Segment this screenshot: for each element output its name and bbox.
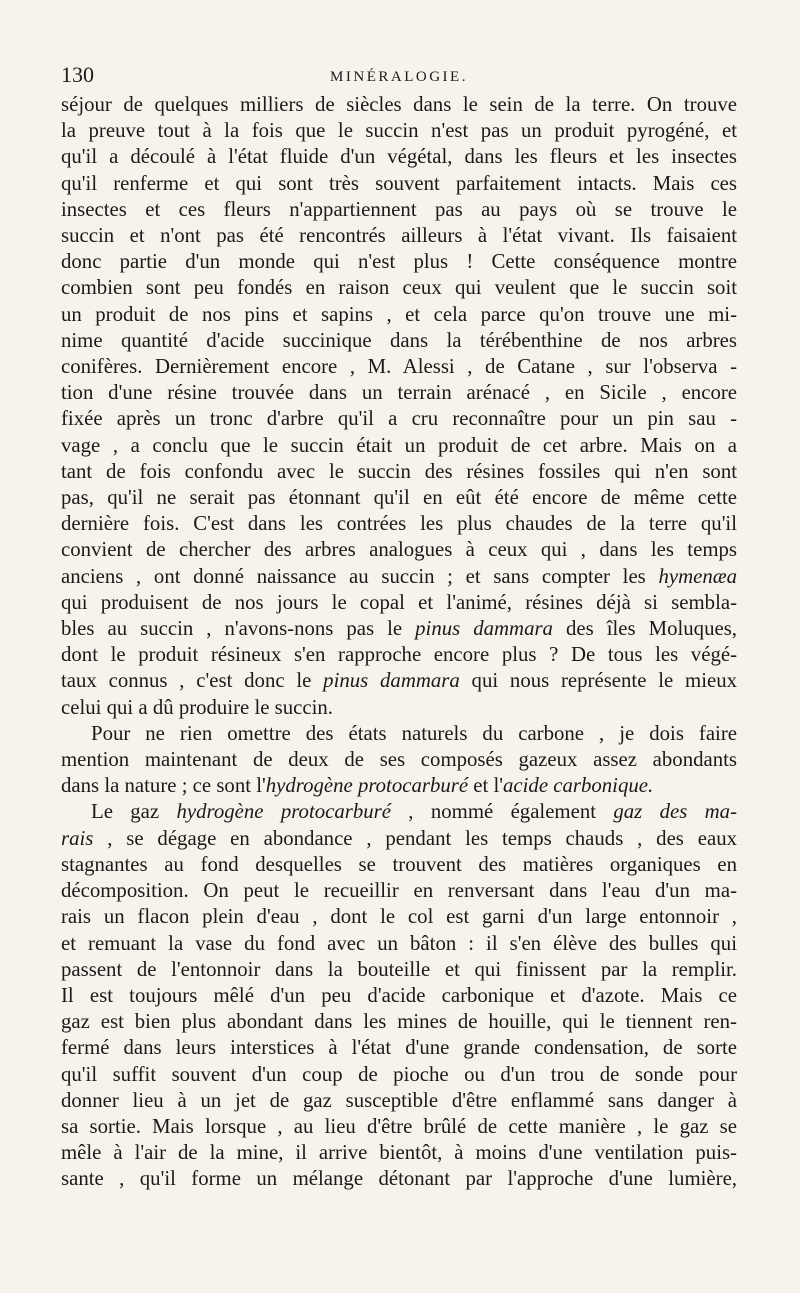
text-line: convient de chercher des arbres analogues à ceux qui , dans les temps — [61, 538, 737, 562]
text-line: tant de fois confondu avec le succin des résines fossiles qui n'en sont — [61, 459, 737, 483]
paragraph-1 — [61, 92, 737, 721]
italic-term-hydrogene: hydrogène protocarburé — [176, 800, 391, 824]
text-line: sante , qu'il forme un mélange détonant par l'approche d'une lumière, — [61, 1167, 737, 1191]
italic-term-gaz-des-marais: rais — [61, 826, 94, 850]
text-line — [61, 826, 737, 852]
running-header — [61, 58, 737, 92]
text-segment: , se dégage en abondance , pendant les temps chauds , des eaux — [93, 826, 737, 850]
text-line: nime quantité d'acide succinique dans la térébenthine de nos arbres — [61, 328, 737, 352]
text-segment: et l' — [468, 774, 504, 798]
text-line: tion d'une résine trouvée dans un terrain arénacé , en Sicile , encore — [61, 381, 737, 405]
text-line: un produit de nos pins et sapins , et cela parce qu'on trouve une mi- — [61, 302, 737, 326]
text-segment: des îles Moluques, — [552, 617, 737, 641]
text-line — [61, 773, 737, 799]
paragraph-2 — [61, 721, 737, 800]
running-title: MINÉRALOGIE. — [330, 69, 468, 85]
italic-term-pinus-dammara: pinus dammara — [323, 669, 460, 693]
text-line: pas, qu'il ne serait pas étonnant qu'il en eût été encore de même cette — [61, 486, 737, 510]
text-line — [61, 668, 737, 694]
text-line: mêle à l'air de la mine, il arrive bientôt, à moins d'une ventilation puis- — [61, 1141, 737, 1165]
text-line — [61, 564, 737, 590]
paragraph-3 — [61, 799, 737, 1192]
text-line: fermé dans leurs interstices à l'état d'une grande condensation, de sorte — [61, 1036, 737, 1060]
body-text — [61, 92, 737, 1193]
text-line: sa sortie. Mais lorsque , au lieu d'être brûlé de cette manière , le gaz se — [61, 1114, 737, 1138]
text-segment: bles au succin , n'avons-nons pas le — [61, 617, 416, 641]
text-line — [61, 616, 737, 642]
italic-term-pinus-dammara: pinus dammara — [415, 617, 553, 641]
text-line: Il est toujours mêlé d'un peu d'acide carbonique et d'azote. Mais ce — [61, 983, 737, 1007]
text-segment: qui nous représente le mieux — [459, 669, 738, 693]
text-line: décomposition. On peut le recueillir en renversant dans l'eau d'un ma- — [61, 879, 737, 903]
text-line: mention maintenant de deux de ses composés gazeux assez abondants — [61, 748, 737, 772]
text-line: donc partie d'un monde qui n'est plus ! Cette conséquence montre — [61, 250, 737, 274]
text-segment: anciens , ont donné naissance au succin ; et sans compter les — [61, 564, 659, 588]
text-line: passent de l'entonnoir dans la bouteille et qui finissent par la remplir. — [61, 957, 737, 981]
italic-term-hydrogene: hydrogène protocarburé — [265, 774, 469, 798]
text-line: vage , a conclu que le succin était un produit de cet arbre. Mais on a — [61, 433, 737, 457]
text-line: donner lieu à un jet de gaz susceptible d'être enflammé sans danger à — [61, 1088, 737, 1112]
text-line: gaz est bien plus abondant dans les mines de houille, qui le tiennent ren- — [61, 1010, 737, 1034]
text-line: celui qui a dû produire le succin. — [61, 695, 334, 719]
text-segment: dans la nature ; ce sont l' — [61, 774, 266, 798]
text-line: dernière fois. C'est dans les contrées les plus chaudes de la terre qu'il — [61, 512, 737, 536]
book-page — [61, 58, 737, 1193]
text-segment: , nommé également — [390, 800, 614, 824]
text-segment: taux connus , c'est donc le — [61, 669, 324, 693]
text-line: séjour de quelques milliers de siècles dans le sein de la terre. On trouve — [61, 93, 737, 116]
text-line: fixée après un tronc d'arbre qu'il a cru reconnaître pour un pin sau - — [61, 407, 737, 431]
text-line: stagnantes au fond desquelles se trouvent des matières organiques en — [61, 852, 737, 876]
text-line: la preuve tout à la fois que le succin n'est pas un produit pyrogéné, et — [61, 119, 737, 143]
text-line: combien sont peu fondés en raison ceux qui veulent que le succin soit — [61, 276, 737, 300]
italic-term-hymenaea: hymenæa — [658, 564, 737, 588]
text-line: Pour ne rien omettre des états naturels du carbone , je dois faire — [91, 721, 737, 745]
italic-term-acide-carbonique: acide carbonique. — [503, 774, 654, 798]
italic-term-gaz-des-marais: gaz des ma- — [613, 800, 737, 824]
text-segment: Le gaz — [91, 800, 177, 824]
page-number: 130 — [61, 62, 94, 87]
text-line: rais un flacon plein d'eau , dont le col est garni d'un large entonnoir , — [61, 905, 737, 929]
text-line: conifères. Dernièrement encore , M. Alessi , de Catane , sur l'observa - — [61, 355, 737, 379]
text-line: et remuant la vase du fond avec un bâton : il s'en élève des bulles qui — [61, 931, 737, 955]
text-line: qui produisent de nos jours le copal et l'animé, résines déjà si sembla- — [61, 590, 737, 614]
text-line: qu'il suffit souvent d'un coup de pioche ou d'un trou de sonde pour — [61, 1062, 737, 1086]
text-line: dont le produit résineux s'en rapproche encore plus ? De tous les végé- — [61, 643, 737, 667]
text-line: qu'il a découlé à l'état fluide d'un végétal, dans les fleurs et les insectes — [61, 145, 737, 169]
text-line — [61, 799, 737, 825]
text-line: qu'il renferme et qui sont très souvent parfaitement intacts. Mais ces — [61, 171, 737, 195]
text-line: succin et n'ont pas été rencontrés ailleurs à l'état vivant. Ils faisaient — [61, 224, 737, 248]
text-line: insectes et ces fleurs n'appartiennent pas au pays où se trouve le — [61, 197, 737, 221]
